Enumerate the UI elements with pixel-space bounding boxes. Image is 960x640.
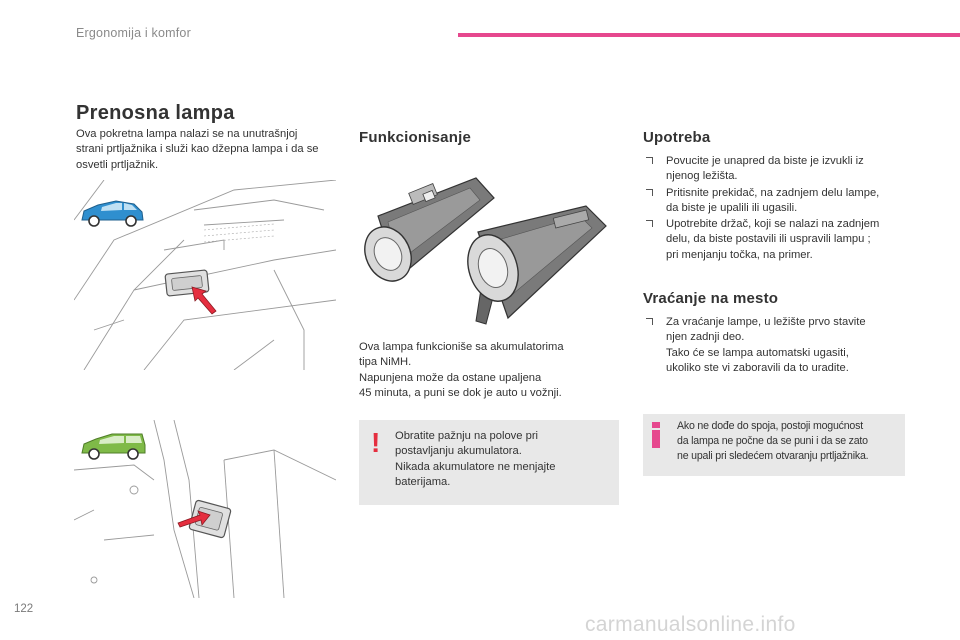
text-line: Ako ne dođe do spoja, postoji mogućnost	[677, 420, 863, 432]
warning-box	[359, 420, 619, 505]
info-text	[677, 419, 901, 464]
vracanje-heading: Vraćanje na mesto	[643, 290, 779, 307]
text-line: njenog ležišta.	[666, 170, 738, 183]
bullet-arrow-icon	[646, 220, 653, 227]
text-line: postavljanju akumulatora.	[395, 445, 522, 458]
text-line: Obratite pažnju na polove pri	[395, 430, 539, 442]
vracanje-list	[643, 315, 913, 377]
text-line: baterijama.	[395, 475, 451, 488]
text-line: Nikada akumulatore ne menjajte	[395, 460, 556, 473]
warning-text	[395, 429, 610, 490]
estate-car-icon	[76, 429, 150, 463]
warning-icon: !	[371, 427, 381, 458]
header-accent-bar	[458, 33, 960, 37]
list-item	[643, 186, 913, 217]
list-item	[643, 315, 913, 376]
list-item	[643, 154, 913, 185]
upotreba-heading: Upotreba	[643, 129, 711, 146]
list-item	[643, 217, 913, 263]
watermark: carmanualsonline.info	[585, 613, 796, 636]
text-line: da lampa ne počne da se puni i da se zato	[677, 435, 868, 447]
text-line: Ova lampa funkcioniše sa akumulatorima	[359, 341, 564, 353]
text-line: Upotrebite držač, koji se nalazi na zadnjem	[666, 218, 880, 231]
text-line: njen zadnji deo.	[666, 331, 745, 344]
text-line: pri menjanju točka, na primer.	[666, 248, 813, 261]
text-line: ne upali pri sledećem otvaranju prtljažnika.	[677, 450, 869, 462]
text-line: Napunjena može da ostane upaljena	[359, 371, 542, 384]
lamp-illustration	[358, 176, 616, 326]
section-title: Ergonomija i komfor	[76, 26, 191, 40]
bullet-arrow-icon	[646, 157, 653, 164]
info-icon	[652, 422, 660, 444]
text-line: da biste je upalili ili ugasili.	[666, 201, 798, 214]
page-number: 122	[14, 603, 34, 615]
text-line: Za vraćanje lampe, u ležište prvo stavite	[666, 316, 866, 328]
text-line: Pritisnite prekidač, na zadnjem delu lampe,	[666, 186, 880, 199]
arrow-icon	[188, 283, 220, 317]
page-title: Prenosna lampa	[76, 102, 235, 124]
text-line: Povucite je unapred da biste je izvukli iz	[666, 155, 864, 167]
bullet-arrow-icon	[646, 189, 653, 196]
info-box	[643, 414, 905, 476]
funkcionisanje-text	[359, 340, 609, 401]
text-line: 45 minuta, a puni se dok je auto u vožnji.	[359, 386, 562, 399]
funkcionisanje-heading: Funkcionisanje	[359, 129, 471, 146]
text-line: tipa NiMH.	[359, 356, 412, 369]
text-line: Tako će se lampa automatski ugasiti,	[666, 346, 849, 359]
text-line: ukoliko ste vi zaboravili da to uradite.	[666, 361, 849, 374]
bullet-arrow-icon	[646, 318, 653, 325]
hatchback-car-icon	[76, 196, 148, 230]
arrow-icon	[176, 507, 212, 529]
upotreba-list	[643, 154, 913, 264]
text-line: delu, da biste postavili ili uspravili lampu ;	[666, 233, 871, 246]
intro-text: Ova pokretna lampa nalazi se na unutrašnjoj strani prtljažnika i služi kao džepna lampa i da se osvetli prtljažnik.	[76, 128, 319, 171]
